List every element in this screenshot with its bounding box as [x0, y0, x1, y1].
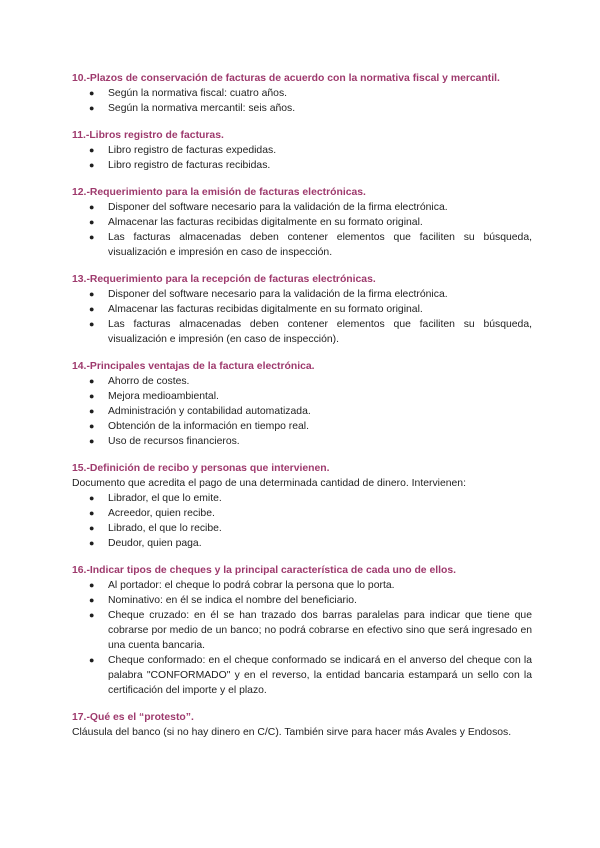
bullet-icon: ● [89, 201, 95, 212]
bullet-icon: ● [89, 144, 95, 155]
section-10 [72, 71, 532, 116]
bullet-icon: ● [89, 435, 95, 446]
list-item-text: Deudor, quien paga. [108, 538, 202, 550]
list-item [72, 578, 532, 593]
bullet-icon: ● [89, 609, 95, 620]
section-heading: 14.-Principales ventajas de la factura electrónica. [72, 360, 315, 372]
bullet-icon: ● [89, 103, 95, 114]
bullet-list [72, 200, 532, 260]
list-item [72, 143, 532, 158]
bullet-icon: ● [89, 538, 95, 549]
bullet-list [72, 143, 532, 173]
list-item-text: Cheque cruzado: en él se han trazado dos barras paralelas para indicar que tiene que cobrarse por medio de un banco; no podrá cobrarse en efectivo sino que será ingresado en una cuenta bancaria. [108, 609, 532, 652]
bullet-icon: ● [89, 318, 95, 329]
section-heading: 12.-Requerimiento para la emisión de facturas electrónicas. [72, 186, 366, 198]
list-item [72, 419, 532, 434]
list-item-text: Según la normativa mercantil: seis años. [108, 103, 296, 115]
section-13 [72, 272, 532, 347]
list-item-text: Nominativo: en él se indica el nombre del beneficiario. [108, 594, 357, 606]
section-16 [72, 563, 532, 699]
bullet-icon: ● [89, 288, 95, 299]
list-item [72, 434, 532, 449]
bullet-icon: ● [89, 390, 95, 401]
bullet-icon: ● [89, 579, 95, 590]
section-paragraph: Documento que acredita el pago de una determinada cantidad de dinero. Intervienen: [72, 477, 466, 489]
list-item [72, 101, 532, 116]
section-heading: 15.-Definición de recibo y personas que intervienen. [72, 462, 330, 474]
list-item-text: Administración y contabilidad automatizada. [108, 405, 311, 417]
list-item-text: Al portador: el cheque lo podrá cobrar la persona que lo porta. [108, 579, 395, 591]
section-heading: 10.-Plazos de conservación de facturas de acuerdo con la normativa fiscal y mercantil. [72, 73, 500, 84]
section-14 [72, 359, 532, 450]
list-item-text: Las facturas almacenadas deben contener elementos que faciliten su búsqueda, visualización e impresión en caso de inspección. [108, 231, 532, 258]
bullet-list [72, 287, 532, 347]
list-item [72, 158, 532, 173]
list-item-text: Ahorro de costes. [108, 375, 190, 387]
list-item [72, 302, 532, 317]
bullet-icon: ● [89, 159, 95, 170]
list-item-text: Uso de recursos financieros. [108, 435, 240, 447]
list-item-text: Mejora medioambiental. [108, 390, 219, 402]
list-item [72, 200, 532, 215]
section-15 [72, 461, 532, 552]
document-body [72, 71, 532, 752]
list-item-text: Obtención de la información en tiempo real. [108, 420, 309, 432]
section-heading: 17.-Qué es el “protesto”. [72, 711, 194, 723]
list-item [72, 491, 532, 506]
list-item [72, 608, 532, 653]
list-item-text: Según la normativa fiscal: cuatro años. [108, 88, 288, 100]
list-item [72, 593, 532, 608]
bullet-list [72, 491, 532, 551]
section-heading: 11.-Libros registro de facturas. [72, 129, 224, 141]
list-item [72, 374, 532, 389]
section-17 [72, 710, 532, 740]
bullet-icon: ● [89, 522, 95, 533]
bullet-icon: ● [89, 507, 95, 518]
list-item [72, 536, 532, 551]
bullet-icon: ● [89, 420, 95, 431]
bullet-icon: ● [89, 231, 95, 242]
list-item-text: Disponer del software necesario para la validación de la firma electrónica. [108, 201, 448, 213]
list-item [72, 215, 532, 230]
bullet-icon: ● [89, 492, 95, 503]
section-paragraph: Cláusula del banco (si no hay dinero en C/C). También sirve para hacer más Avales y Endosos. [72, 727, 512, 739]
bullet-list [72, 374, 532, 449]
bullet-list [72, 578, 532, 699]
list-item-text: Las facturas almacenadas deben contener elementos que faciliten su búsqueda, visualización e impresión (en caso de inspección). [108, 318, 532, 345]
list-item-text: Libro registro de facturas recibidas. [108, 159, 271, 171]
bullet-icon: ● [89, 88, 95, 99]
bullet-icon: ● [89, 375, 95, 386]
list-item [72, 389, 532, 404]
list-item [72, 230, 532, 260]
list-item [72, 287, 532, 302]
list-item [72, 404, 532, 419]
section-heading: 13.-Requerimiento para la recepción de facturas electrónicas. [72, 273, 376, 285]
bullet-icon: ● [89, 655, 95, 666]
bullet-icon: ● [89, 216, 95, 227]
list-item-text: Disponer del software necesario para la validación de la firma electrónica. [108, 288, 448, 300]
list-item-text: Acreedor, quien recibe. [108, 507, 215, 519]
list-item [72, 653, 532, 698]
bullet-icon: ● [89, 594, 95, 605]
bullet-icon: ● [89, 303, 95, 314]
bullet-list [72, 86, 532, 116]
list-item-text: Almacenar las facturas recibidas digitalmente en su formato original. [108, 303, 423, 315]
list-item [72, 86, 532, 101]
list-item-text: Librado, el que lo recibe. [108, 522, 222, 534]
section-12 [72, 185, 532, 260]
list-item-text: Librador, el que lo emite. [108, 492, 222, 504]
list-item [72, 521, 532, 536]
list-item [72, 317, 532, 347]
section-heading: 16.-Indicar tipos de cheques y la principal característica de cada uno de ellos. [72, 564, 457, 576]
list-item-text: Libro registro de facturas expedidas. [108, 144, 277, 156]
section-11 [72, 128, 532, 173]
bullet-icon: ● [89, 405, 95, 416]
list-item [72, 506, 532, 521]
list-item-text: Almacenar las facturas recibidas digitalmente en su formato original. [108, 216, 423, 228]
list-item-text: Cheque conformado: en el cheque conformado se indicará en el anverso del cheque con la palabra "CONFORMADO" y en el reverso, la entidad bancaria estampará un sello con la certificación del importe y el plazo. [108, 655, 532, 697]
